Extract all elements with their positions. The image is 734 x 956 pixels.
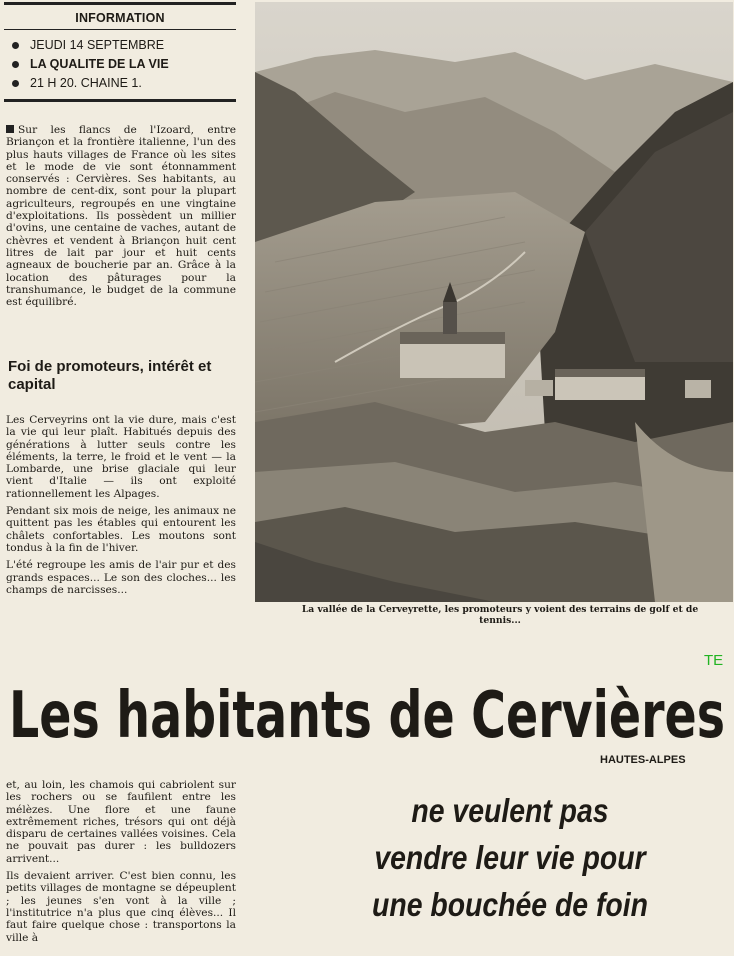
subtitle-line: une bouchée de foin: [372, 886, 648, 923]
article-headline: [2, 676, 732, 748]
paragraph: et, au loin, les chamois qui cabriolent sur les rochers ou se faufilent entre les mélèzes. Une flore et une faune extrêmement riches, trésors qui ont déjà disparu de certaines vallées voisines. Cela ne pouvait pas durer : les bulldozers arrivent...: [6, 779, 236, 865]
info-list: [4, 36, 236, 93]
headline-svg: [2, 676, 732, 748]
paragraph: Les Cerveyrins ont la vie dure, mais c'est la vie qui leur plaît. Habitués depuis des générations à lutter seuls contre les éléments, la terre, le froid et le vent — la Lombarde, une brise glaciale qui leur vient d'Italie — ils ont exploité rationnellement les Alpages.: [6, 414, 236, 500]
subtitle-line: ne veulent pas: [411, 792, 609, 829]
valley-photo-illustration: [255, 2, 733, 602]
te-mark: TE: [704, 652, 724, 669]
section-subheading: Foi de promoteurs, intérêt et capital: [8, 358, 212, 393]
paragraph: Pendant six mois de neige, les animaux ne quittent pas les étables qui entourent les châlets confortables. Les moutons sont tondus à la fin de l'hiver.: [6, 505, 236, 554]
paragraph: L'été regroupe les amis de l'air pur et des grands espaces... Le son des cloches... les champs de narcisses...: [6, 559, 236, 596]
article-subtitle: [329, 787, 690, 928]
square-bullet-icon: [6, 125, 14, 133]
heading-rule: [4, 29, 236, 30]
bullet-icon: [12, 61, 19, 68]
bottom-rule: [4, 99, 236, 102]
left-column-text: [6, 414, 236, 601]
paragraph: Ils devaient arriver. C'est bien connu, les petits villages de montagne se dépeuplent ; les jeunes s'en vont à la ville ; l'institutrice n'a plus que cinq élèves... Il faut faire quelque chose : transportons la ville à: [6, 870, 236, 944]
subtitle-line: vendre leur vie pour: [374, 839, 646, 876]
info-time-channel: 21 H 20. CHAINE 1.: [4, 74, 236, 93]
bullet-icon: [12, 42, 19, 49]
info-heading: INFORMATION: [75, 11, 165, 25]
info-date: JEUDI 14 SEPTEMBRE: [4, 36, 236, 55]
valley-photo: [255, 2, 733, 602]
broadcast-info-box: [4, 2, 236, 102]
intro-paragraph: Sur les flancs de l'Izoard, entre Briançon et la frontière italienne, l'un des plus hauts villages de France où les sites et le mode de vie sont étonnamment conservés : Cervières. Ses habitants, au nombre de cent-dix, sont pour la plupart agriculteurs, regroupés en une vingtaine d'exploitations. Ils possèdent un millier d'ovins, une centaine de vaches, autant de chèvres et vendent à Briançon huit cent litres de lait par jour et huit cents agneaux de boucherie par an. Grâce à la location des pâturages pour la transhumance, le budget de la commune est équilibré.: [6, 124, 236, 309]
photo-caption: La vallée de la Cerveyrette, les promoteurs y voient des terrains de golf et de tennis...: [301, 604, 699, 626]
bottom-column-text: [6, 779, 236, 949]
info-program: LA QUALITE DE LA VIE: [4, 55, 236, 74]
headline-text: Les habitants de Cervières: [9, 679, 725, 748]
bullet-icon: [12, 80, 19, 87]
region-label: HAUTES-ALPES: [600, 754, 686, 766]
